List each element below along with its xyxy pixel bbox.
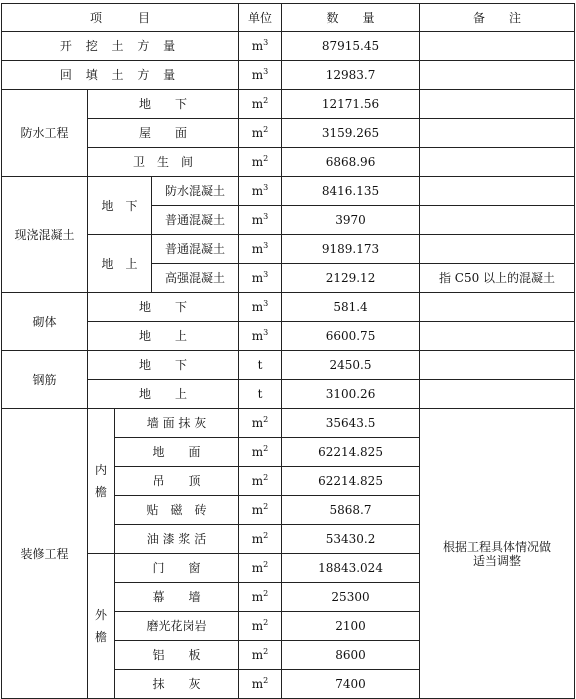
sub-group-cell xyxy=(88,554,115,699)
qty-cell: 581.4 xyxy=(282,293,420,322)
unit-base: m xyxy=(251,561,264,575)
unit-exponent: 3 xyxy=(263,67,269,76)
unit-exponent: 2 xyxy=(263,647,269,656)
note-cell xyxy=(420,90,575,119)
unit-exponent: 2 xyxy=(263,502,269,511)
unit-exponent: 2 xyxy=(263,96,269,105)
qty-cell: 2450.5 xyxy=(282,351,420,380)
item-label: 墙 面 抹 灰 xyxy=(115,409,239,438)
note-cell xyxy=(420,32,575,61)
table-row xyxy=(2,409,575,438)
unit-exponent: 3 xyxy=(263,38,269,47)
unit-cell: t xyxy=(239,351,282,380)
item-label: 幕 墙 xyxy=(115,583,239,612)
unit-cell xyxy=(239,148,282,177)
note-cell xyxy=(420,351,575,380)
qty-cell: 6868.96 xyxy=(282,148,420,177)
table-row xyxy=(2,148,575,177)
note-cell xyxy=(420,119,575,148)
qty-cell: 2100 xyxy=(282,612,420,641)
unit-base: m xyxy=(251,677,264,691)
note-cell xyxy=(420,322,575,351)
qty-cell: 8416.135 xyxy=(282,177,420,206)
unit-base: m xyxy=(251,126,264,140)
unit-base: m xyxy=(251,242,264,256)
item-label: 普通混凝土 xyxy=(152,206,239,235)
unit-exponent: 2 xyxy=(263,589,269,598)
table-row xyxy=(2,235,575,264)
note-cell xyxy=(420,293,575,322)
item-label: 地 下 xyxy=(88,351,239,380)
unit-base: m xyxy=(251,271,264,285)
table-row xyxy=(2,322,575,351)
qty-cell: 6600.75 xyxy=(282,322,420,351)
unit-base: m xyxy=(251,97,264,111)
note-cell xyxy=(420,409,575,699)
unit-exponent: 3 xyxy=(263,328,269,337)
table-row xyxy=(2,293,575,322)
unit-exponent: 3 xyxy=(263,212,269,221)
group-label: 现浇混凝土 xyxy=(2,177,88,293)
qty-cell: 8600 xyxy=(282,641,420,670)
item-label: 铝 板 xyxy=(115,641,239,670)
item-label: 门 窗 xyxy=(115,554,239,583)
unit-exponent: 2 xyxy=(263,473,269,482)
unit-cell xyxy=(239,612,282,641)
qty-cell: 87915.45 xyxy=(282,32,420,61)
unit-cell xyxy=(239,583,282,612)
header-note: 备 注 xyxy=(420,4,575,32)
unit-cell xyxy=(239,293,282,322)
item-label: 卫 生 间 xyxy=(88,148,239,177)
note-cell xyxy=(420,148,575,177)
unit-base: m xyxy=(251,416,264,430)
unit-base: m xyxy=(251,184,264,198)
unit-base: m xyxy=(251,445,264,459)
item-label: 贴 磁 砖 xyxy=(115,496,239,525)
unit-cell xyxy=(239,641,282,670)
unit-exponent: 2 xyxy=(263,125,269,134)
sub-group-cell xyxy=(88,409,115,554)
item-label: 吊 顶 xyxy=(115,467,239,496)
unit-base: m xyxy=(251,155,264,169)
group-label: 防水工程 xyxy=(2,90,88,177)
item-label: 防水混凝土 xyxy=(152,177,239,206)
unit-exponent: 2 xyxy=(263,531,269,540)
sub-group-label: 地 上 xyxy=(88,235,152,293)
unit-cell xyxy=(239,32,282,61)
item-label: 抹 灰 xyxy=(115,670,239,699)
qty-cell: 18843.024 xyxy=(282,554,420,583)
unit-exponent: 2 xyxy=(263,618,269,627)
unit-base: m xyxy=(251,329,264,343)
qty-cell: 2129.12 xyxy=(282,264,420,293)
item-label: 磨光花岗岩 xyxy=(115,612,239,641)
item-label: 地 面 xyxy=(115,438,239,467)
note-cell xyxy=(420,380,575,409)
table-row xyxy=(2,61,575,90)
unit-exponent: 2 xyxy=(263,676,269,685)
header-row xyxy=(2,4,575,32)
unit-cell xyxy=(239,61,282,90)
header-item: 项 目 xyxy=(2,4,239,32)
table-row xyxy=(2,32,575,61)
qty-cell: 3159.265 xyxy=(282,119,420,148)
qty-cell: 3970 xyxy=(282,206,420,235)
qty-cell: 62214.825 xyxy=(282,438,420,467)
note-cell xyxy=(420,235,575,264)
unit-base: m xyxy=(251,503,264,517)
item-label: 高强混凝土 xyxy=(152,264,239,293)
unit-exponent: 2 xyxy=(263,560,269,569)
note-cell xyxy=(420,206,575,235)
header-unit: 单位 xyxy=(239,4,282,32)
unit-cell xyxy=(239,467,282,496)
unit-exponent: 2 xyxy=(263,415,269,424)
item-label: 回 填 土 方 量 xyxy=(2,61,239,90)
item-label: 屋 面 xyxy=(88,119,239,148)
unit-exponent: 3 xyxy=(263,299,269,308)
unit-cell xyxy=(239,670,282,699)
unit-base: m xyxy=(251,213,264,227)
item-label: 普通混凝土 xyxy=(152,235,239,264)
table-row xyxy=(2,380,575,409)
qty-cell: 53430.2 xyxy=(282,525,420,554)
table-row xyxy=(2,90,575,119)
unit-cell xyxy=(239,496,282,525)
item-label: 地 上 xyxy=(88,322,239,351)
qty-cell: 35643.5 xyxy=(282,409,420,438)
qty-cell: 12983.7 xyxy=(282,61,420,90)
note-cell xyxy=(420,61,575,90)
unit-exponent: 2 xyxy=(263,154,269,163)
unit-base: m xyxy=(251,68,264,82)
qty-cell: 3100.26 xyxy=(282,380,420,409)
sub-group-label: 外檐 xyxy=(94,608,107,644)
qty-cell: 5868.7 xyxy=(282,496,420,525)
qty-cell: 25300 xyxy=(282,583,420,612)
unit-cell xyxy=(239,206,282,235)
note-cell: 指 C50 以上的混凝土 xyxy=(420,264,575,293)
unit-cell xyxy=(239,322,282,351)
group-label: 砌体 xyxy=(2,293,88,351)
unit-cell xyxy=(239,438,282,467)
unit-exponent: 3 xyxy=(263,183,269,192)
unit-cell xyxy=(239,264,282,293)
sub-group-label: 内檐 xyxy=(94,463,107,499)
item-label: 油 漆 浆 活 xyxy=(115,525,239,554)
unit-base: m xyxy=(251,590,264,604)
note-cell xyxy=(420,177,575,206)
item-label: 开 挖 土 方 量 xyxy=(2,32,239,61)
note-text: 根据工程具体情况做适当调整 xyxy=(443,539,552,568)
unit-cell xyxy=(239,525,282,554)
item-label: 地 下 xyxy=(88,90,239,119)
unit-base: m xyxy=(251,619,264,633)
qty-cell: 62214.825 xyxy=(282,467,420,496)
group-label: 装修工程 xyxy=(2,409,88,699)
table-row xyxy=(2,177,575,206)
item-label: 地 上 xyxy=(88,380,239,409)
qty-cell: 9189.173 xyxy=(282,235,420,264)
unit-cell xyxy=(239,119,282,148)
sub-group-label: 地 下 xyxy=(88,177,152,235)
unit-exponent: 3 xyxy=(263,241,269,250)
unit-base: m xyxy=(251,648,264,662)
unit-base: m xyxy=(251,39,264,53)
unit-cell xyxy=(239,235,282,264)
table-row xyxy=(2,119,575,148)
item-label: 地 下 xyxy=(88,293,239,322)
unit-cell: t xyxy=(239,380,282,409)
table-row xyxy=(2,351,575,380)
header-qty: 数 量 xyxy=(282,4,420,32)
qty-cell: 7400 xyxy=(282,670,420,699)
unit-base: m xyxy=(251,474,264,488)
unit-base: m xyxy=(251,300,264,314)
unit-exponent: 2 xyxy=(263,444,269,453)
unit-cell xyxy=(239,90,282,119)
group-label: 钢筋 xyxy=(2,351,88,409)
unit-cell xyxy=(239,554,282,583)
unit-base: m xyxy=(251,532,264,546)
unit-exponent: 3 xyxy=(263,270,269,279)
unit-cell xyxy=(239,409,282,438)
qty-cell: 12171.56 xyxy=(282,90,420,119)
unit-cell xyxy=(239,177,282,206)
quantity-table xyxy=(1,3,575,699)
